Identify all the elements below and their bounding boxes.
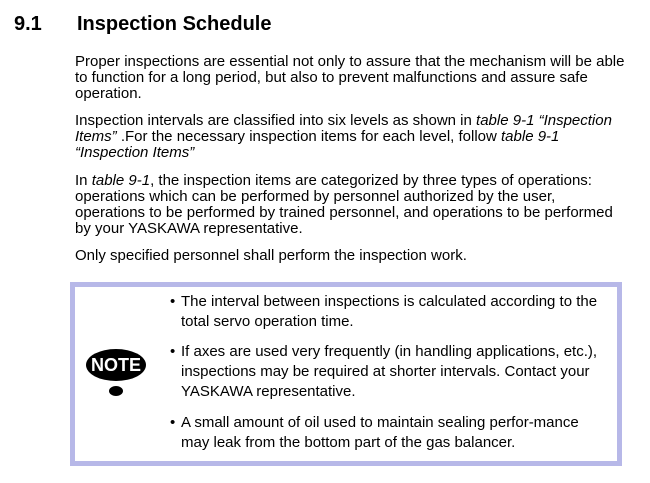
note-icon-label: NOTE <box>90 355 142 375</box>
paragraph-intervals-text-1: Inspection intervals are classified into six levels as shown in <box>75 112 477 129</box>
note-item <box>170 413 610 453</box>
note-box <box>70 282 622 466</box>
note-item-text: The interval between inspections is calculated according to the total servo operation time. <box>181 293 598 330</box>
note-list <box>170 292 610 463</box>
paragraph-personnel: Only specified personnel shall perform the inspection work. <box>75 247 467 264</box>
section-body <box>75 54 625 274</box>
table-reference-link[interactable]: table 9-1 <box>91 172 151 189</box>
paragraph-intervals <box>75 113 625 161</box>
note-item-text: A small amount of oil used to maintain sealing perfor-mance may leak from the bottom part of the gas balancer. <box>181 414 579 451</box>
section-heading <box>10 13 271 36</box>
paragraph-categories <box>75 173 625 237</box>
note-icon-dot <box>109 386 123 396</box>
bullet-icon: • <box>170 414 176 431</box>
paragraph-purpose: Proper inspections are essential not only to assure that the mechanism will be able to function for a long period, but also to prevent malfunctions and assure safe operation. <box>75 53 625 102</box>
bullet-icon: • <box>170 343 176 360</box>
bullet-icon: • <box>170 293 176 310</box>
note-item-text: If axes are used very frequently (in handling applications, etc.), inspections may be required at shorter intervals. Contact your YASKAWA representative. <box>181 343 598 400</box>
note-icon <box>85 347 147 399</box>
table-reference-link[interactable]: table 9-1 “Inspection Items” <box>75 112 612 145</box>
paragraph-categories-text-2: , the inspection items are categorized by three types of operations: operations which can be performed by personnel authorized by the user, operations to be performed by trained personnel, and operations to be performed by your YASKAWA representative. <box>75 172 613 237</box>
paragraph-intervals-text-2: .For the necessary inspection items for each level, follow <box>116 128 502 145</box>
section-number: 9.1 <box>14 13 42 35</box>
section-title: Inspection Schedule <box>77 13 272 35</box>
table-reference-link[interactable]: table 9-1 “Inspection Items” <box>75 128 560 161</box>
note-item <box>170 342 610 402</box>
paragraph-categories-text-1: In <box>75 172 92 189</box>
note-item <box>170 292 610 332</box>
